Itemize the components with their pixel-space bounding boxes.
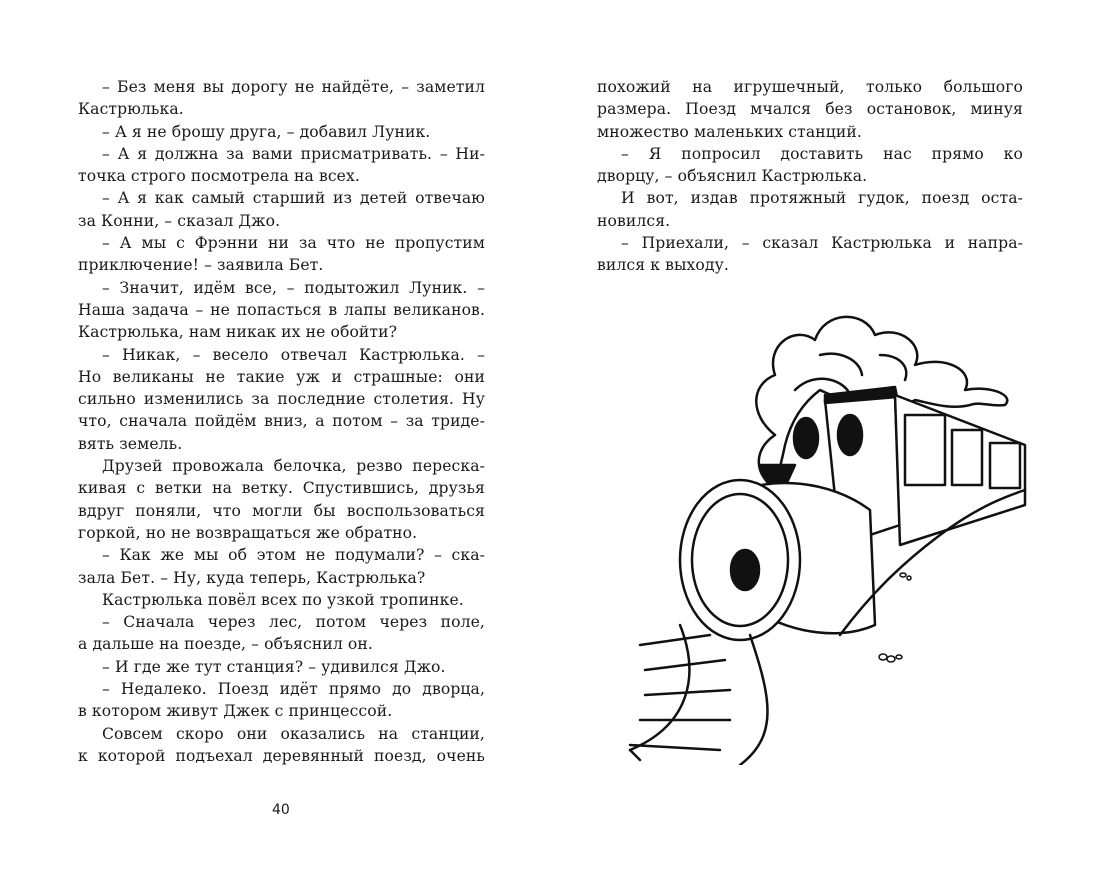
text-line: Друзей провожала белочка, резво переска-: [102, 457, 485, 476]
text-line: – Я попросил доставить нас прямо ко: [621, 144, 1023, 163]
text-line: зала Бет. – Ну, куда теперь, Кастрюлька?: [78, 568, 426, 587]
text-line: Наша задача – не попасться в лапы великанов.: [78, 300, 485, 319]
text-line: – А я не брошу друга, – добавил Луник.: [102, 122, 431, 141]
left-page-text: [78, 76, 485, 767]
text-line: точка строго посмотрела на всех.: [78, 167, 360, 186]
pebbles-icon: [879, 573, 911, 662]
text-line: горкой, но не возвращаться же обратно.: [78, 523, 418, 542]
text-line: – Приехали, – сказал Кастрюлька и напра-: [621, 234, 1023, 253]
paragraph: [78, 76, 485, 121]
paragraph: [78, 611, 485, 656]
page-number: 40: [272, 802, 290, 818]
text-line: Кастрюлька.: [78, 100, 184, 119]
text-line: – И где же тут станция? – удивился Джо.: [102, 657, 446, 676]
text-line: что, сначала пойдём вниз, а потом – за триде-: [78, 412, 485, 431]
text-line: – А я должна за вами присматривать. – Ни-: [102, 144, 485, 163]
text-line: Но великаны не такие уж и страшные: они: [78, 367, 485, 386]
text-line: похожий на игрушечный, только большого: [597, 78, 1023, 96]
text-line: размера. Поезд мчался без остановок, минуя: [597, 100, 1023, 119]
paragraph: [78, 232, 485, 277]
text-line: – Недалеко. Поезд идёт прямо до дворца,: [102, 680, 485, 699]
paragraph: [78, 544, 485, 589]
text-line: – А я как самый старший из детей отвечаю: [102, 189, 485, 208]
text-line: Кастрюлька повёл всех по узкой тропинке.: [102, 590, 464, 609]
text-line: – Значит, идём все, – подытожил Луник. –: [102, 278, 485, 297]
right-page-text: [597, 76, 1023, 277]
text-line: множество маленьких станций.: [597, 122, 862, 141]
text-line: вился к выходу.: [597, 256, 729, 275]
text-line: Совсем скоро они оказались на станции,: [102, 724, 485, 743]
text-line: за Конни, – сказал Джо.: [78, 211, 281, 230]
text-line: Кастрюлька, нам никак их не обойти?: [78, 323, 398, 342]
paragraph: [597, 232, 1023, 277]
paragraph: [78, 344, 485, 455]
paragraph: [78, 143, 485, 188]
text-line: – А мы с Фрэнни ни за что не пропустим: [102, 234, 485, 253]
paragraph: [78, 656, 485, 678]
text-line: – Без меня вы дорогу не найдёте, – заметил: [102, 78, 485, 96]
text-line: – Сначала через лес, потом через поле,: [102, 613, 485, 632]
text-line: – Никак, – весело отвечал Кастрюлька. –: [102, 345, 485, 364]
paragraph: [597, 76, 1023, 143]
text-line: кивая с ветки на ветку. Спустившись, друзья: [78, 479, 485, 498]
text-line: И вот, издав протяжный гудок, поезд оста-: [621, 189, 1023, 208]
paragraph: [78, 589, 485, 611]
text-line: вдруг поняли, что могли бы воспользоваться: [78, 501, 485, 520]
paragraph: [78, 277, 485, 344]
paragraph: [78, 678, 485, 723]
paragraph: [78, 455, 485, 544]
text-line: дворцу, – объяснил Кастрюлька.: [597, 167, 868, 186]
text-line: – Как же мы об этом не подумали? – ска-: [102, 546, 485, 565]
text-line: новился.: [597, 211, 671, 230]
text-line: в котором живут Джек с принцессой.: [78, 702, 393, 721]
paragraph: [597, 187, 1023, 232]
paragraph: [78, 187, 485, 232]
paragraph: [78, 723, 485, 768]
paragraph: [597, 143, 1023, 188]
text-line: вять земель.: [78, 434, 183, 453]
text-line: сильно изменились за последние столетия. Ну: [78, 390, 485, 409]
text-line: а дальше на поезде, – объяснил он.: [78, 635, 373, 654]
text-line: приключение! – заявила Бет.: [78, 256, 324, 275]
paragraph: [78, 121, 485, 143]
text-line: к которой подъехал деревянный поезд, очень: [78, 746, 485, 765]
train-illustration: [600, 295, 1030, 765]
